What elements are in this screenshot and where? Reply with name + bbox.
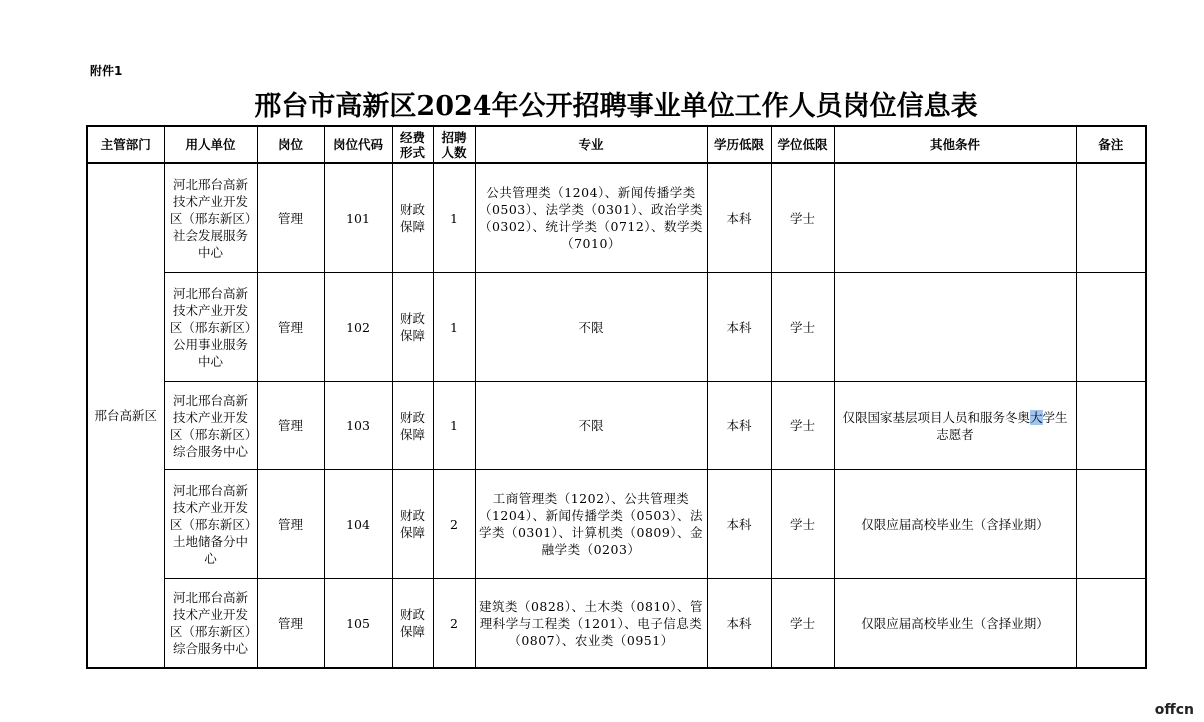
funding-cell: 财政保障	[392, 470, 433, 579]
major-cell: 不限	[475, 273, 707, 382]
note-cell	[1076, 579, 1146, 668]
count-cell: 1	[433, 382, 475, 470]
header-funding: 经费形式	[392, 126, 433, 163]
degree-cell: 学士	[771, 273, 834, 382]
header-position: 岗位	[257, 126, 324, 163]
document-title: 邢台市高新区2024年公开招聘事业单位工作人员岗位信息表	[254, 91, 978, 122]
code-cell: 103	[324, 382, 392, 470]
edu-cell: 本科	[707, 470, 771, 579]
header-code: 岗位代码	[324, 126, 392, 163]
table-row	[87, 579, 1146, 668]
major-cell: 不限	[475, 382, 707, 470]
other-text-before: 仅限国家基层项目人员和服务冬奥	[842, 409, 1030, 425]
unit-cell: 河北邢台高新技术产业开发区（邢东新区）综合服务中心	[164, 382, 257, 470]
header-edu: 学历低限	[707, 126, 771, 163]
code-cell: 105	[324, 579, 392, 668]
edu-cell: 本科	[707, 579, 771, 668]
funding-cell: 财政保障	[392, 273, 433, 382]
major-cell: 工商管理类（1202）、公共管理类（1204）、新闻传播学类（0503）、法学类（0301）、计算机类（0809）、金融学类（0203）	[475, 470, 707, 579]
count-cell: 1	[433, 163, 475, 273]
funding-cell: 财政保障	[392, 382, 433, 470]
degree-cell: 学士	[771, 470, 834, 579]
table-row	[87, 382, 1146, 470]
table-row	[87, 273, 1146, 382]
other-cell: 仅限应届高校毕业生（含择业期）	[834, 470, 1076, 579]
degree-cell: 学士	[771, 579, 834, 668]
unit-cell: 河北邢台高新技术产业开发区（邢东新区）公用事业服务中心	[164, 273, 257, 382]
header-note: 备注	[1076, 126, 1146, 163]
note-cell	[1076, 163, 1146, 273]
funding-cell: 财政保障	[392, 579, 433, 668]
major-cell: 公共管理类（1204）、新闻传播学类（0503）、法学类（0301）、政治学类（0302）、统计学类（0712）、数学类（7010）	[475, 163, 707, 273]
code-cell: 102	[324, 273, 392, 382]
edu-cell: 本科	[707, 382, 771, 470]
header-dept: 主管部门	[87, 126, 164, 163]
position-cell: 管理	[257, 273, 324, 382]
other-cell	[834, 382, 1076, 470]
count-cell: 1	[433, 273, 475, 382]
count-cell: 2	[433, 579, 475, 668]
unit-cell: 河北邢台高新技术产业开发区（邢东新区）综合服务中心	[164, 579, 257, 668]
table-row	[87, 163, 1146, 273]
code-cell: 101	[324, 163, 392, 273]
attachment-label: 附件1	[90, 64, 123, 78]
dept-cell: 邢台高新区	[87, 163, 164, 668]
other-text-after: 学生志愿者	[936, 409, 1068, 442]
major-cell: 建筑类（0828）、土木类（0810）、管理科学与工程类（1201）、电子信息类（0807）、农业类（0951）	[475, 579, 707, 668]
edu-cell: 本科	[707, 163, 771, 273]
position-cell: 管理	[257, 470, 324, 579]
header-degree: 学位低限	[771, 126, 834, 163]
funding-cell: 财政保障	[392, 163, 433, 273]
other-cell	[834, 273, 1076, 382]
note-cell	[1076, 273, 1146, 382]
unit-cell: 河北邢台高新技术产业开发区（邢东新区）社会发展服务中心	[164, 163, 257, 273]
other-cell	[834, 163, 1076, 273]
degree-cell: 学士	[771, 163, 834, 273]
header-unit: 用人单位	[164, 126, 257, 163]
edu-cell: 本科	[707, 273, 771, 382]
text-selection-highlight: 大	[1029, 409, 1043, 425]
count-cell: 2	[433, 470, 475, 579]
degree-cell: 学士	[771, 382, 834, 470]
code-cell: 104	[324, 470, 392, 579]
note-cell	[1076, 470, 1146, 579]
offcn-watermark: offcn	[1154, 702, 1194, 718]
position-cell: 管理	[257, 579, 324, 668]
position-cell: 管理	[257, 163, 324, 273]
other-cell: 仅限应届高校毕业生（含择业期）	[834, 579, 1076, 668]
position-cell: 管理	[257, 382, 324, 470]
table-row	[87, 470, 1146, 579]
note-cell	[1076, 382, 1146, 470]
table-header-row	[87, 126, 1146, 163]
unit-cell: 河北邢台高新技术产业开发区（邢东新区）土地储备分中心	[164, 470, 257, 579]
header-major: 专业	[475, 126, 707, 163]
position-info-table	[86, 125, 1147, 669]
header-other: 其他条件	[834, 126, 1076, 163]
header-count: 招聘人数	[433, 126, 475, 163]
